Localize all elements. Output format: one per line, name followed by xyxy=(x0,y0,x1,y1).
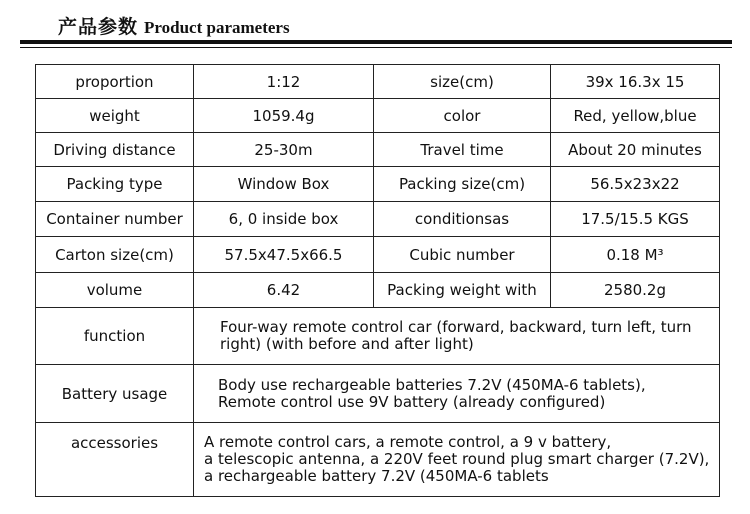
table-row-function xyxy=(36,308,720,365)
param-key: Travel time xyxy=(374,133,551,167)
accessories-label: accessories xyxy=(36,423,194,497)
table-row xyxy=(36,202,720,237)
table-row xyxy=(36,65,720,99)
header-rule-thin xyxy=(20,47,732,48)
function-label: function xyxy=(36,308,194,365)
param-value: 0.18 M³ xyxy=(551,237,720,273)
param-key: Driving distance xyxy=(36,133,194,167)
param-value: 39x 16.3x 15 xyxy=(551,65,720,99)
battery-line-1: Body use rechargeable batteries 7.2V (450MA-6 tablets), xyxy=(218,375,646,394)
param-key: Packing weight with xyxy=(374,273,551,308)
header-rule-thick xyxy=(20,40,732,44)
function-line-1: Four-way remote control car (forward, backward, turn left, turn xyxy=(220,318,692,336)
param-value: 6, 0 inside box xyxy=(194,202,374,237)
param-key: conditionsas xyxy=(374,202,551,237)
param-key: Carton size(cm) xyxy=(36,237,194,273)
param-key: Container number xyxy=(36,202,194,237)
page-header xyxy=(58,12,290,42)
param-value: 56.5x23x22 xyxy=(551,167,720,202)
param-value: 17.5/15.5 KGS xyxy=(551,202,720,237)
param-value: 6.42 xyxy=(194,273,374,308)
param-value: Window Box xyxy=(194,167,374,202)
table-row xyxy=(36,167,720,202)
parameters-table xyxy=(35,64,720,497)
param-value: 1:12 xyxy=(194,65,374,99)
battery-line-2: Remote control use 9V battery (already configured) xyxy=(218,392,606,411)
title-chinese: 产品参数 xyxy=(58,16,139,38)
accessories-description xyxy=(194,423,720,497)
accessories-line-3: a rechargeable battery 7.2V (450MA-6 tablets xyxy=(204,467,549,485)
function-line-2: right) (with before and after light) xyxy=(220,335,474,353)
param-key: volume xyxy=(36,273,194,308)
title-english: Product parameters xyxy=(144,18,290,37)
param-key: Packing size(cm) xyxy=(374,167,551,202)
param-value: 57.5x47.5x66.5 xyxy=(194,237,374,273)
battery-label: Battery usage xyxy=(36,365,194,423)
param-value: 2580.2g xyxy=(551,273,720,308)
battery-description xyxy=(194,365,720,423)
accessories-line-1: A remote control cars, a remote control, a 9 v battery, xyxy=(204,433,612,451)
function-description xyxy=(194,308,720,365)
param-value: 1059.4g xyxy=(194,99,374,133)
param-value: Red, yellow,blue xyxy=(551,99,720,133)
param-key: Cubic number xyxy=(374,237,551,273)
param-value: About 20 minutes xyxy=(551,133,720,167)
param-key: size(cm) xyxy=(374,65,551,99)
table-row-battery xyxy=(36,365,720,423)
param-value: 25-30m xyxy=(194,133,374,167)
param-key: color xyxy=(374,99,551,133)
accessories-line-2: a telescopic antenna, a 220V feet round plug smart charger (7.2V), xyxy=(204,450,710,468)
param-key: Packing type xyxy=(36,167,194,202)
table-row xyxy=(36,133,720,167)
table-row-accessories xyxy=(36,423,720,497)
param-key: proportion xyxy=(36,65,194,99)
table-row xyxy=(36,99,720,133)
param-key: weight xyxy=(36,99,194,133)
table-row xyxy=(36,237,720,273)
table-row xyxy=(36,273,720,308)
